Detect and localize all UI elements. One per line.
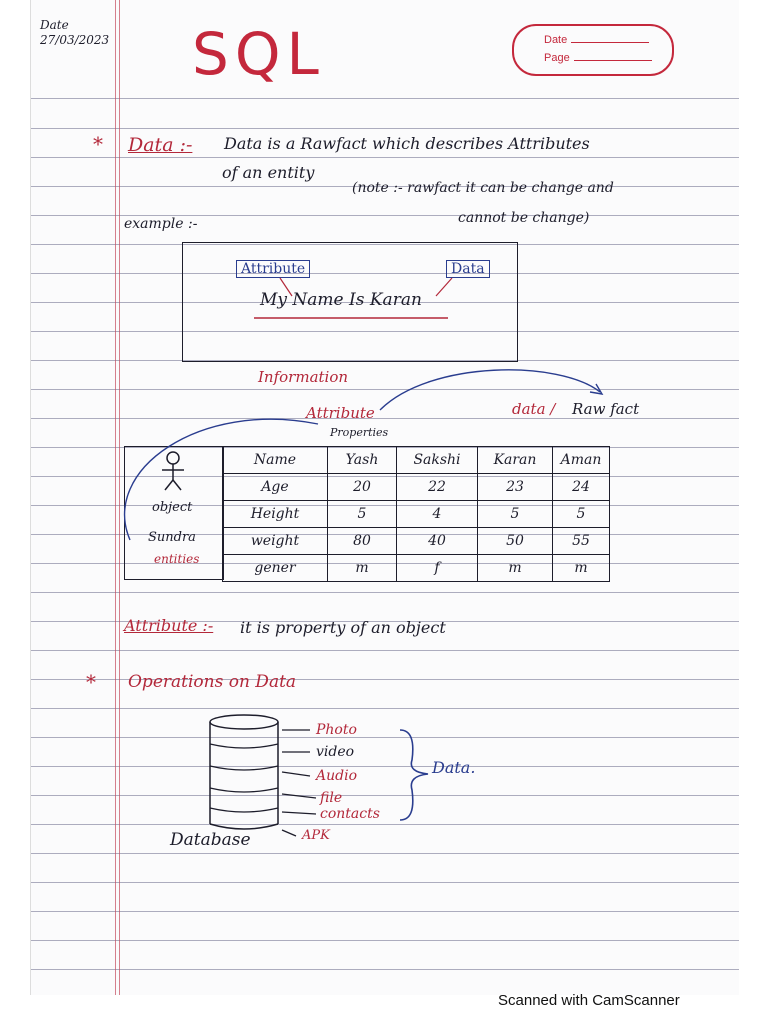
- object-label: object: [152, 500, 193, 515]
- stamp-date-label: Date: [544, 34, 568, 46]
- entities-label: entities: [154, 552, 200, 566]
- table-header-cell: Name: [223, 447, 328, 474]
- table-cell: 50: [478, 528, 553, 555]
- page-title: SQL: [192, 20, 325, 88]
- bullet-star: *: [93, 132, 103, 156]
- stamp-page-label: Page: [544, 52, 570, 64]
- table-cell: 5: [478, 501, 553, 528]
- properties-label: Properties: [330, 426, 389, 439]
- table-cell: 80: [328, 528, 397, 555]
- attribute-label: Attribute: [306, 404, 375, 422]
- table-cell: m: [328, 555, 397, 582]
- table-cell: weight: [223, 528, 328, 555]
- table-cell: 23: [478, 474, 553, 501]
- operations-item: Photo: [316, 722, 357, 738]
- table-cell: 55: [553, 528, 610, 555]
- data-definition-line1: Data is a Rawfact which describes Attributes: [224, 134, 590, 153]
- table-cell: 5: [553, 501, 610, 528]
- table-cell: Height: [223, 501, 328, 528]
- table-header-row: [223, 447, 610, 474]
- example-sentence: My Name Is Karan: [260, 290, 422, 310]
- example-attribute-tag: Attribute: [236, 260, 310, 278]
- info-table: [222, 446, 610, 582]
- example-label: example :-: [124, 216, 198, 232]
- table-row: [223, 474, 610, 501]
- database-label: Database: [170, 830, 251, 850]
- operations-item: contacts: [320, 806, 380, 822]
- data-label: data /: [512, 400, 556, 418]
- table-cell: 22: [397, 474, 478, 501]
- database-icon: [204, 712, 286, 834]
- table-row: [223, 528, 610, 555]
- operations-item: APK: [302, 828, 330, 843]
- table-cell: f: [397, 555, 478, 582]
- scanner-watermark: Scanned with CamScanner: [498, 992, 680, 1009]
- table-cell: m: [553, 555, 610, 582]
- table-header-cell: Aman: [553, 447, 610, 474]
- sundra-label: Sundra: [148, 530, 196, 545]
- data-heading: Data :-: [128, 134, 193, 156]
- table-cell: 4: [397, 501, 478, 528]
- rawfact-label: Raw fact: [572, 400, 640, 418]
- table-cell: Age: [223, 474, 328, 501]
- table-cell: gener: [223, 555, 328, 582]
- operations-bullet: *: [86, 670, 96, 694]
- table-cell: m: [478, 555, 553, 582]
- date-label: Date: [40, 18, 69, 32]
- operations-item: Audio: [316, 768, 357, 784]
- operations-item: video: [316, 744, 355, 760]
- table-row: [223, 501, 610, 528]
- information-label: Information: [258, 368, 349, 386]
- table-cell: 24: [553, 474, 610, 501]
- note-line2: cannot be change): [458, 210, 590, 226]
- attribute-def-heading: Attribute :-: [124, 616, 214, 635]
- table-cell: 40: [397, 528, 478, 555]
- date-value: 27/03/2023: [40, 33, 110, 47]
- table-header-cell: Sakshi: [397, 447, 478, 474]
- table-row: [223, 555, 610, 582]
- table-header-cell: Yash: [328, 447, 397, 474]
- example-data-tag: Data: [446, 260, 490, 278]
- table-header-cell: Karan: [478, 447, 553, 474]
- attribute-def-text: it is property of an object: [240, 618, 446, 637]
- data-brace-label: Data.: [432, 758, 476, 777]
- operations-item: file: [320, 790, 343, 806]
- data-definition-line2: of an entity: [222, 163, 315, 182]
- table-cell: 20: [328, 474, 397, 501]
- table-cell: 5: [328, 501, 397, 528]
- note-line1: (note :- rawfact it can be change and: [352, 180, 614, 196]
- operations-heading: Operations on Data: [128, 672, 297, 692]
